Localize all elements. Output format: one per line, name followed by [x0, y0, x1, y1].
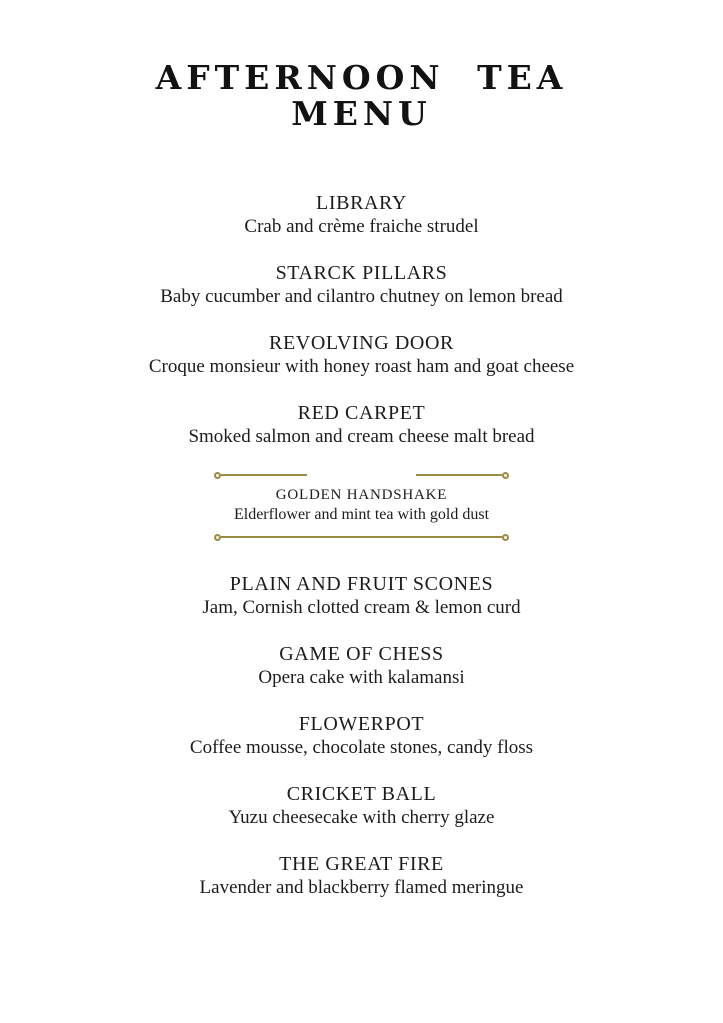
menu-item-description: Baby cucumber and cilantro chutney on lemon bread	[160, 286, 563, 307]
menu-item-name: FLOWERPOT	[298, 713, 425, 735]
menu-section-revolving-door	[0, 331, 723, 379]
menu-section-red-carpet	[0, 401, 723, 449]
menu-section-game-of-chess	[0, 642, 723, 690]
menu-item-name: GOLDEN HANDSHAKE	[275, 487, 448, 503]
menu-item-description: Crab and crème fraiche strudel	[244, 216, 479, 237]
menu-section-scones	[0, 572, 723, 620]
page-title	[0, 0, 723, 132]
menu-item-name: STARCK PILLARS	[275, 262, 448, 284]
page-title-line1: AFTERNOON TEA	[155, 58, 568, 97]
menu-item-name: REVOLVING DOOR	[269, 332, 454, 354]
menu-sections-sweet	[0, 572, 723, 900]
menu-item-description: Croque monsieur with honey roast ham and goat cheese	[148, 356, 575, 377]
divider-ring-icon	[502, 472, 509, 479]
menu-item-name: RED CARPET	[297, 402, 426, 424]
page-title-line2: MENU	[291, 94, 432, 133]
menu-item-description: Yuzu cheesecake with cherry glaze	[228, 807, 495, 828]
spacer	[0, 541, 723, 572]
menu-section-flowerpot	[0, 712, 723, 760]
divider-ring-icon	[502, 534, 509, 541]
menu-section-starck-pillars	[0, 261, 723, 309]
divider-ring-icon	[214, 534, 221, 541]
divider-ring-icon	[214, 472, 221, 479]
menu-section-the-great-fire	[0, 852, 723, 900]
menu-item-name: PLAIN AND FRUIT SCONES	[229, 573, 494, 595]
divider-line	[416, 474, 502, 476]
menu-item-name: CRICKET BALL	[286, 783, 437, 805]
divider-line	[221, 536, 502, 538]
menu-item-description: Coffee mousse, chocolate stones, candy floss	[189, 737, 534, 758]
menu-section-cricket-ball	[0, 782, 723, 830]
menu-item-description: Smoked salmon and cream cheese malt bread	[188, 426, 535, 447]
menu-item-name: GAME OF CHESS	[279, 643, 444, 665]
menu-item-description: Jam, Cornish clotted cream & lemon curd	[202, 597, 521, 618]
golden-handshake-divider-block	[214, 471, 509, 541]
menu-sections-savoury	[0, 191, 723, 449]
divider-rule-bottom	[214, 533, 509, 541]
menu-section-library	[0, 191, 723, 239]
divider-line	[221, 474, 307, 476]
divider-rule-top	[214, 471, 509, 479]
menu-item-description: Opera cake with kalamansi	[258, 667, 465, 688]
menu-item-name: LIBRARY	[316, 192, 407, 214]
menu-item-name: THE GREAT FIRE	[279, 853, 444, 875]
menu-item-description: Lavender and blackberry flamed meringue	[199, 877, 524, 898]
menu-item-description: Elderflower and mint tea with gold dust	[233, 506, 490, 523]
